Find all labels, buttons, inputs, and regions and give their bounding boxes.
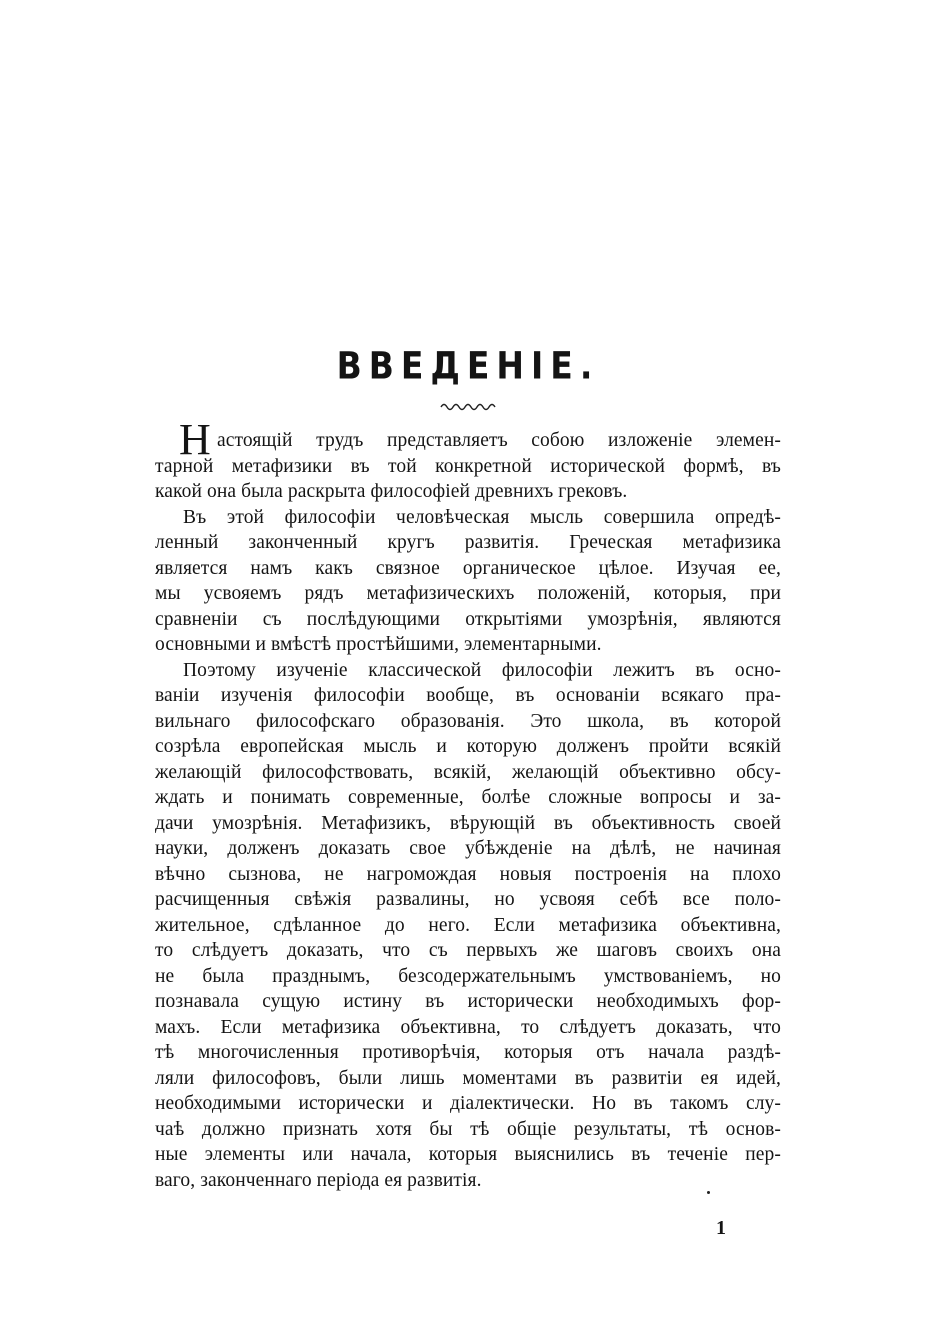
drop-cap-letter: Н xyxy=(179,415,211,464)
paragraphs-container xyxy=(155,454,781,1194)
text-line: мы усвояемъ рядъ метафизическихъ положеній, которыя, при xyxy=(155,583,781,604)
text-line: является намъ какъ связное органическое цѣлое. Изучая ее, xyxy=(155,557,781,579)
text-line: не была празднымъ, безсодержательнымъ умствованіемъ, но xyxy=(155,965,781,987)
text-line: желающій философствовать, всякій, желающій объективно обсу- xyxy=(155,761,781,783)
page-number: 1 xyxy=(716,1217,726,1239)
text-line: жительное, сдѣланное до него. Если метафизика объективна, xyxy=(155,914,781,936)
chapter-heading: ВВЕДЕНІЕ. xyxy=(336,344,600,388)
first-line xyxy=(155,415,781,464)
text-line: вильнаго философскаго образованія. Это школа, въ которой xyxy=(155,710,781,732)
text-line: созрѣла европейская мысль и которую долженъ пройти всякій xyxy=(155,736,781,757)
text-line: тѣ многочисленныя противорѣчія, которыя отъ начала раздѣ- xyxy=(155,1042,781,1063)
text-line: ные элементы или начала, которыя выяснились въ теченіе пер- xyxy=(155,1144,781,1165)
text-line: ваніи изученія философіи вообще, въ основаніи всякаго пра- xyxy=(155,685,781,706)
text-line: махъ. Если метафизика объективна, то слѣдуетъ доказать, что xyxy=(155,1016,781,1038)
text-line: Въ этой философіи человѣческая мысль совершила опредѣ- xyxy=(183,506,781,528)
text-line: чаѣ должно признать хотя бы тѣ общіе результаты, тѣ основ- xyxy=(155,1118,781,1140)
text-line: вѣчно сызнова, не нагромождая новыя построенія на плохо xyxy=(155,863,781,885)
text-line: ляли философовъ, были лишь моментами въ развитіи ея идей, xyxy=(155,1067,781,1089)
text-line: сравненіи съ послѣдующими открытіями умозрѣнія, являются xyxy=(155,608,781,630)
text-line: какой она была раскрыта философіей древнихъ грековъ. xyxy=(155,481,628,502)
text-line: то слѣдуетъ доказать, что съ первыхъ же шаговъ своихъ она xyxy=(155,940,781,961)
text-line: расчищенныя свѣжія развалины, но усвояя себѣ все поло- xyxy=(155,889,781,910)
text-line: ваго, законченнаго періода ея развитія. xyxy=(155,1169,482,1191)
text-line: дачи умозрѣнія. Метафизикъ, вѣрующій въ объективность своей xyxy=(155,812,781,834)
text-line: науки, долженъ доказать свое убѣжденіе на дѣлѣ, не начиная xyxy=(155,838,781,859)
text-line: необходимыми исторически и діалектически. Но въ такомъ слу- xyxy=(155,1093,781,1114)
text-line: познавала сущую истину въ исторически необходимыхъ фор- xyxy=(155,991,781,1012)
text-line: ленный законченный кругъ развитія. Греческая метафизика xyxy=(155,532,781,553)
heading-flourish-ornament xyxy=(440,400,498,412)
text-line: основными и вмѣстѣ простѣйшими, элементарными. xyxy=(155,634,602,655)
text-line: Поэтому изученіе классической философіи лежитъ въ осно- xyxy=(183,659,781,681)
stray-print-dot xyxy=(707,1191,710,1194)
first-line-text: астоящій трудъ представляетъ собою изложеніе элемен- xyxy=(217,430,781,451)
text-line: ждать и понимать современные, болѣе сложные вопросы и за- xyxy=(155,787,781,808)
body-text xyxy=(155,415,781,1193)
text-line: тарной метафизики въ той конкретной исторической формѣ, въ xyxy=(155,455,781,477)
